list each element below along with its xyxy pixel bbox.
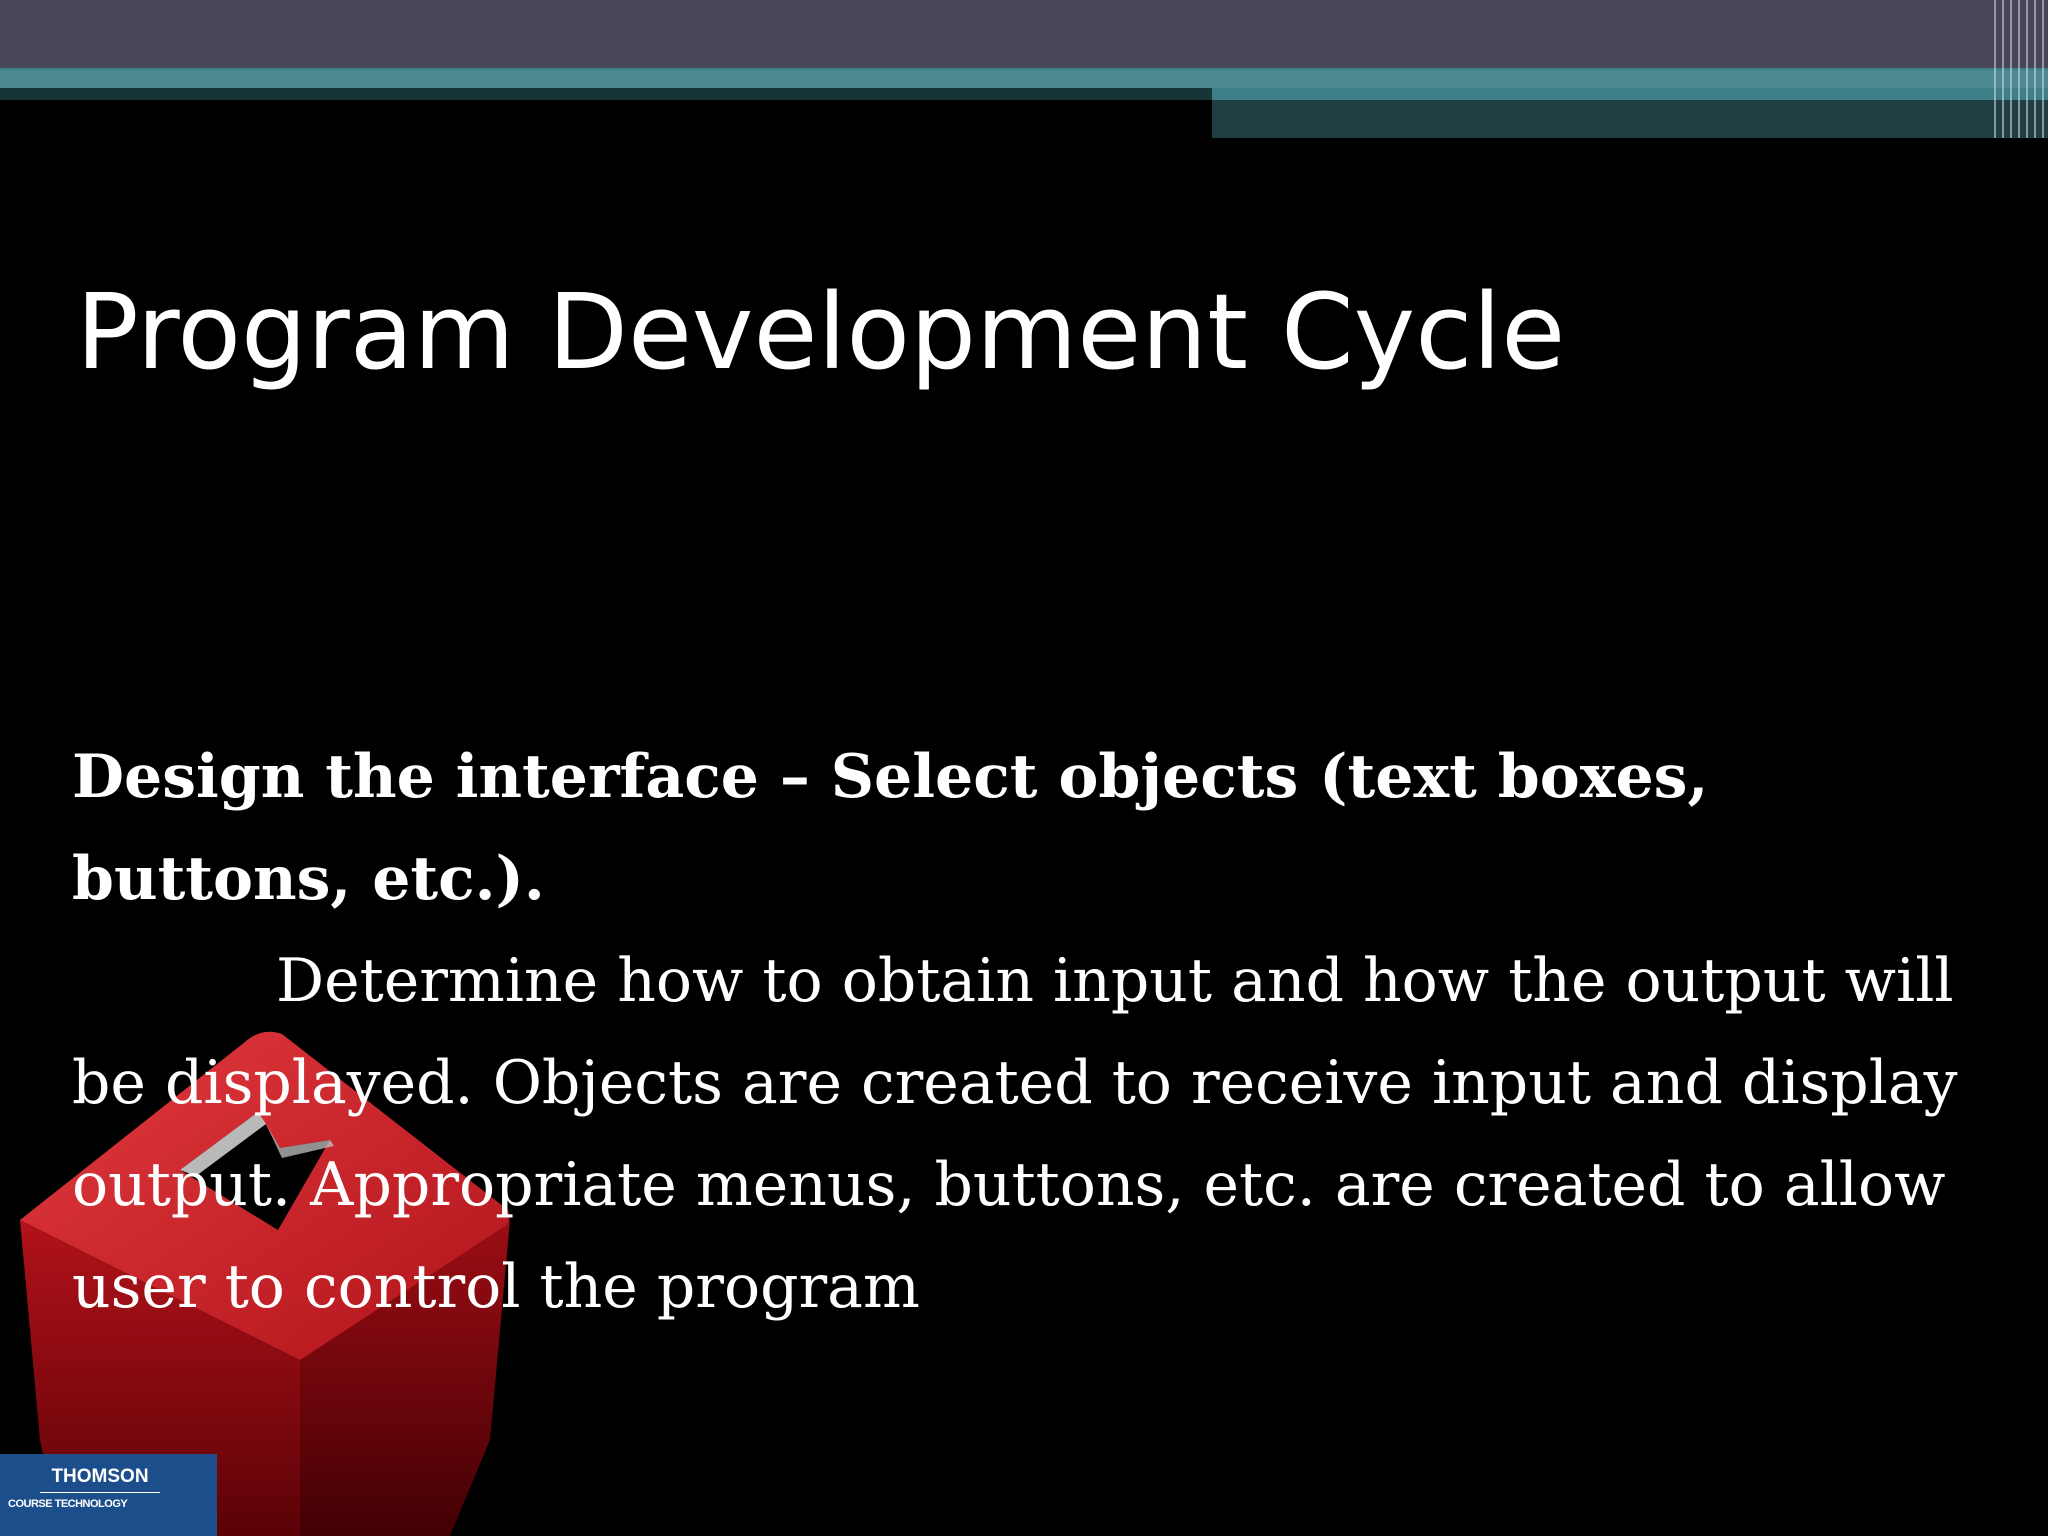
thomson-logo (0, 1454, 217, 1536)
body-paragraph (72, 930, 1972, 1338)
body-text: Determine how to obtain input and how the output will be displayed. Objects are created to receive input and display output. Appropriate menus, buttons, etc. are created to allow user to control the program (72, 946, 1958, 1322)
logo-line2: COURSE TECHNOLOGY (8, 1498, 128, 1510)
slide-title: Program Development Cycle (76, 271, 1566, 393)
edge-lines-decoration (1988, 0, 2048, 138)
dark-band (1212, 100, 2048, 138)
teal-band-highlight (0, 70, 2048, 88)
logo-divider (40, 1492, 160, 1493)
body-lead-text: Design the interface – Select objects (text boxes, buttons, etc.). (72, 742, 1709, 914)
header-band (0, 0, 2048, 68)
slide-body (72, 726, 1972, 1338)
dark-stripe (0, 88, 1212, 100)
logo-line1: THOMSON (51, 1466, 149, 1487)
